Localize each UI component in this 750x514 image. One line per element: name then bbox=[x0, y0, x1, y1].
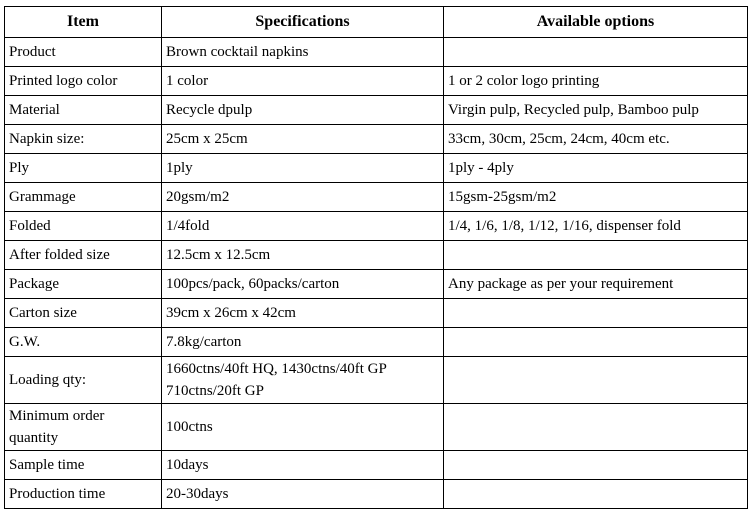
cell-item: G.W. bbox=[5, 328, 162, 357]
cell-options: 15gsm-25gsm/m2 bbox=[444, 183, 748, 212]
cell-options: 33cm, 30cm, 25cm, 24cm, 40cm etc. bbox=[444, 125, 748, 154]
cell-spec: Recycle dpulp bbox=[162, 96, 444, 125]
specifications-table bbox=[4, 6, 748, 509]
table-row bbox=[5, 67, 748, 96]
cell-item: Grammage bbox=[5, 183, 162, 212]
table-row bbox=[5, 451, 748, 480]
table-row bbox=[5, 96, 748, 125]
cell-options bbox=[444, 404, 748, 451]
table-row bbox=[5, 125, 748, 154]
cell-options bbox=[444, 328, 748, 357]
cell-spec: 100pcs/pack, 60packs/carton bbox=[162, 270, 444, 299]
cell-spec: 12.5cm x 12.5cm bbox=[162, 241, 444, 270]
cell-spec: 20gsm/m2 bbox=[162, 183, 444, 212]
cell-options bbox=[444, 299, 748, 328]
header-available-options: Available options bbox=[444, 7, 748, 38]
cell-options bbox=[444, 241, 748, 270]
cell-item: Folded bbox=[5, 212, 162, 241]
cell-spec: 20-30days bbox=[162, 480, 444, 509]
table-row bbox=[5, 38, 748, 67]
header-specifications: Specifications bbox=[162, 7, 444, 38]
cell-item: Product bbox=[5, 38, 162, 67]
table-row bbox=[5, 154, 748, 183]
cell-item: Material bbox=[5, 96, 162, 125]
cell-options bbox=[444, 451, 748, 480]
table-row bbox=[5, 212, 748, 241]
header-item: Item bbox=[5, 7, 162, 38]
cell-item: Sample time bbox=[5, 451, 162, 480]
cell-item: Printed logo color bbox=[5, 67, 162, 96]
table-row bbox=[5, 480, 748, 509]
cell-spec: 25cm x 25cm bbox=[162, 125, 444, 154]
cell-item-line: Minimum order bbox=[9, 408, 105, 424]
cell-spec: 7.8kg/carton bbox=[162, 328, 444, 357]
cell-item: Production time bbox=[5, 480, 162, 509]
cell-item: Loading qty: bbox=[5, 357, 162, 404]
cell-options: Virgin pulp, Recycled pulp, Bamboo pulp bbox=[444, 96, 748, 125]
cell-spec: Brown cocktail napkins bbox=[162, 38, 444, 67]
table-row bbox=[5, 299, 748, 328]
header-row bbox=[5, 7, 748, 38]
cell-options: Any package as per your requirement bbox=[444, 270, 748, 299]
cell-item bbox=[5, 404, 162, 451]
cell-spec: 10days bbox=[162, 451, 444, 480]
cell-item: Ply bbox=[5, 154, 162, 183]
cell-options: 1/4, 1/6, 1/8, 1/12, 1/16, dispenser fold bbox=[444, 212, 748, 241]
table-row bbox=[5, 270, 748, 299]
table-row bbox=[5, 183, 748, 212]
cell-options: 1ply - 4ply bbox=[444, 154, 748, 183]
cell-item: After folded size bbox=[5, 241, 162, 270]
table-row bbox=[5, 241, 748, 270]
cell-options: 1 or 2 color logo printing bbox=[444, 67, 748, 96]
cell-item: Package bbox=[5, 270, 162, 299]
table-row bbox=[5, 357, 748, 404]
cell-options bbox=[444, 357, 748, 404]
cell-item-line: quantity bbox=[9, 430, 59, 446]
cell-spec: 1 color bbox=[162, 67, 444, 96]
cell-item: Carton size bbox=[5, 299, 162, 328]
cell-options bbox=[444, 38, 748, 67]
cell-spec bbox=[162, 357, 444, 404]
cell-spec-line: 1660ctns/40ft HQ, 1430ctns/40ft GP bbox=[166, 361, 387, 377]
cell-options bbox=[444, 480, 748, 509]
cell-spec: 1ply bbox=[162, 154, 444, 183]
table-row bbox=[5, 404, 748, 451]
cell-spec-line: 710ctns/20ft GP bbox=[166, 383, 264, 399]
cell-spec: 100ctns bbox=[162, 404, 444, 451]
cell-spec: 1/4fold bbox=[162, 212, 444, 241]
table-row bbox=[5, 328, 748, 357]
cell-spec: 39cm x 26cm x 42cm bbox=[162, 299, 444, 328]
cell-item: Napkin size: bbox=[5, 125, 162, 154]
